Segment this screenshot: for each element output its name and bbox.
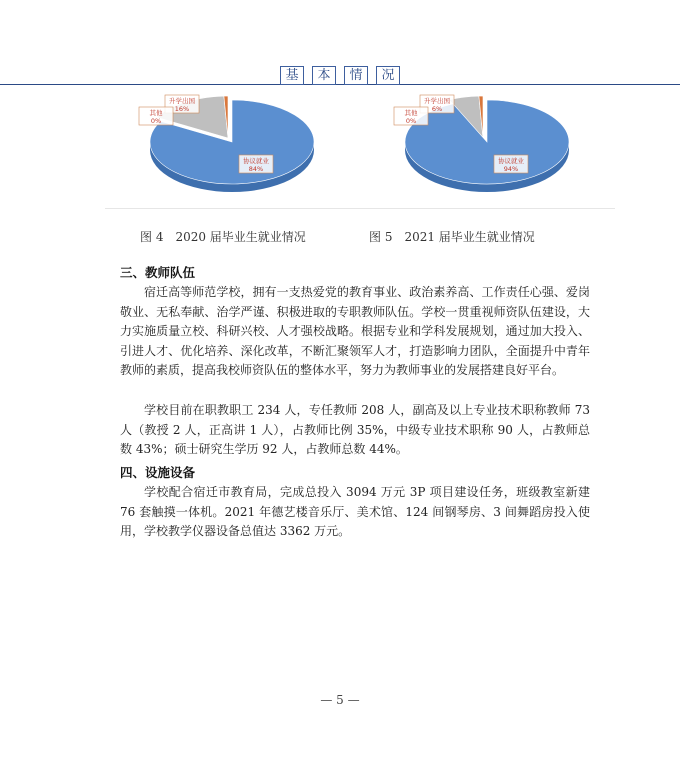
- header-char: 基: [280, 66, 304, 85]
- data-label-category: 其他: [149, 109, 163, 117]
- data-label-value: 84%: [248, 165, 264, 173]
- data-label-category: 升学出国: [424, 97, 450, 105]
- data-label-value: 0%: [405, 117, 417, 125]
- pie-chart-2020-svg: [105, 90, 360, 208]
- pie-chart-2020: [105, 90, 360, 209]
- header-char: 况: [376, 66, 400, 85]
- data-label-category: 其他: [404, 109, 418, 117]
- data-label-category: 协议就业: [243, 157, 269, 165]
- data-label-value: 0%: [150, 117, 162, 125]
- page-number: — 5 —: [320, 693, 360, 707]
- paragraph-facilities: 学校配合宿迁市教育局，完成总投入 3094 万元 3P 项目建设任务，班级教室新建 76 套触摸一体机。2021 年德艺楼音乐厅、美术馆、124 间钢琴房、3 间舞蹈房投入使用，学校教学仪器设备总值达 3362 万元。: [120, 485, 590, 539]
- figure-caption-2021: 图 5 2021 届毕业生就业情况: [369, 230, 535, 244]
- data-label-value: 16%: [174, 105, 190, 113]
- data-label-value: 6%: [431, 105, 443, 113]
- figure-caption-2020: 图 4 2020 届毕业生就业情况: [140, 230, 306, 244]
- data-label-category: 升学出国: [169, 97, 195, 105]
- section-title-teachers: 三、教师队伍: [120, 265, 196, 280]
- section-header-title: [0, 66, 680, 85]
- pie-chart-2021-svg: [360, 90, 615, 208]
- pie-chart-2021: [360, 90, 615, 209]
- paragraph-teachers-overview: 宿迁高等师范学校，拥有一支热爱党的教育事业、政治素养高、工作责任心强、爱岗敬业、无私奉献、治学严谨、积极进取的专职教师队伍。学校一贯重视师资队伍建设，大力实施质量立校、科研兴校、人才强校战略。根据专业和学科发展规划，通过加大投入、引进人才、优化培养、深化改革，不断汇聚领军人才，打造影响力团队，全面提升中青年教师的素质，提高我校师资队伍的整体水平，努力为教师事业的发展搭建良好平台。: [120, 285, 590, 378]
- header-char: 本: [312, 66, 336, 85]
- data-label-value: 94%: [503, 165, 519, 173]
- header-char: 情: [344, 66, 368, 85]
- paragraph-teachers-stats: 学校目前在职教职工 234 人，专任教师 208 人，副高及以上专业技术职称教师 73 人（教授 2 人，正高讲 1 人），占教师比例 35%，中级专业技术职称 90 人，占教师总数 43%；硕士研究生学历 92 人，占教师总数 44%。: [120, 403, 590, 457]
- data-label-category: 协议就业: [498, 157, 524, 165]
- section-title-facilities: 四、设施设备: [120, 465, 196, 480]
